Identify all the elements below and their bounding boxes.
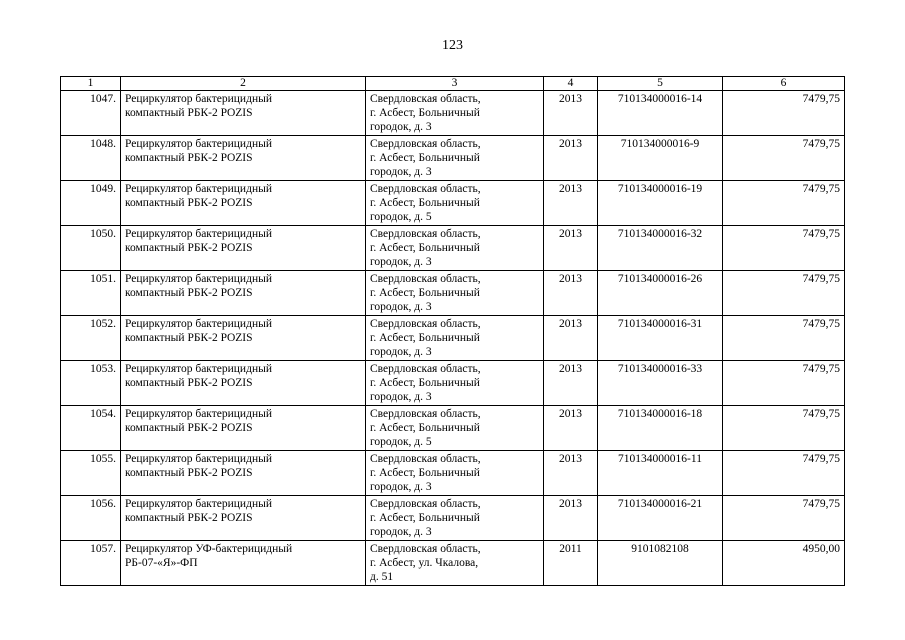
item-name-cell-line: РБ-07-«Я»-ФП — [125, 557, 198, 569]
item-name-cell — [121, 406, 366, 451]
item-name-cell-line: компактный РБК-2 POZIS — [125, 422, 253, 434]
item-name-cell-line: Рециркулятор УФ-бактерицидный — [125, 543, 293, 555]
value-cell: 7479,75 — [723, 226, 845, 271]
address-cell-line: г. Асбест, Больничный — [370, 197, 480, 209]
property-table — [60, 76, 845, 586]
inventory-number-cell: 710134000016-26 — [598, 271, 723, 316]
address-cell — [366, 451, 544, 496]
value-cell: 7479,75 — [723, 451, 845, 496]
table-row — [61, 316, 845, 361]
address-cell-line: г. Асбест, Больничный — [370, 152, 480, 164]
address-cell-line: Свердловская область, — [370, 408, 481, 420]
table-row — [61, 361, 845, 406]
item-name-cell — [121, 316, 366, 361]
item-name-cell-line: Рециркулятор бактерицидный — [125, 408, 272, 420]
address-cell-line: Свердловская область, — [370, 318, 481, 330]
year-cell: 2013 — [544, 361, 598, 406]
value-cell: 4950,00 — [723, 541, 845, 586]
address-cell-line: г. Асбест, Больничный — [370, 332, 480, 344]
inventory-number-cell: 710134000016-31 — [598, 316, 723, 361]
address-cell — [366, 226, 544, 271]
address-cell-line: г. Асбест, Больничный — [370, 377, 480, 389]
address-cell-line: городок, д. 3 — [370, 256, 432, 268]
item-name-cell-line: компактный РБК-2 POZIS — [125, 197, 253, 209]
address-cell-line: городок, д. 3 — [370, 526, 432, 538]
item-name-cell-line: Рециркулятор бактерицидный — [125, 183, 272, 195]
value-cell: 7479,75 — [723, 406, 845, 451]
address-cell — [366, 181, 544, 226]
address-cell-line: Свердловская область, — [370, 498, 481, 510]
item-name-cell-line: компактный РБК-2 POZIS — [125, 512, 253, 524]
item-name-cell-line: компактный РБК-2 POZIS — [125, 377, 253, 389]
item-name-cell-line: компактный РБК-2 POZIS — [125, 107, 253, 119]
inventory-number-cell: 710134000016-19 — [598, 181, 723, 226]
address-cell-line: городок, д. 3 — [370, 346, 432, 358]
year-cell: 2013 — [544, 496, 598, 541]
column-header: 5 — [598, 77, 723, 91]
table-row — [61, 451, 845, 496]
address-cell-line: Свердловская область, — [370, 453, 481, 465]
inventory-number-cell: 710134000016-21 — [598, 496, 723, 541]
value-cell: 7479,75 — [723, 136, 845, 181]
value-cell: 7479,75 — [723, 496, 845, 541]
address-cell-line: г. Асбест, Больничный — [370, 467, 480, 479]
value-cell: 7479,75 — [723, 271, 845, 316]
address-cell — [366, 406, 544, 451]
page-number: 123 — [442, 38, 463, 53]
table-row — [61, 271, 845, 316]
item-name-cell-line: Рециркулятор бактерицидный — [125, 498, 272, 510]
table-row — [61, 226, 845, 271]
item-name-cell — [121, 181, 366, 226]
inventory-number-cell: 710134000016-14 — [598, 91, 723, 136]
value-cell: 7479,75 — [723, 91, 845, 136]
year-cell: 2013 — [544, 271, 598, 316]
table-row — [61, 541, 845, 586]
address-cell-line: Свердловская область, — [370, 228, 481, 240]
inventory-number-cell: 710134000016-32 — [598, 226, 723, 271]
address-cell-line: Свердловская область, — [370, 273, 481, 285]
row-number-cell: 1054. — [61, 406, 121, 451]
row-number-cell: 1047. — [61, 91, 121, 136]
address-cell-line: Свердловская область, — [370, 93, 481, 105]
row-number-cell: 1049. — [61, 181, 121, 226]
item-name-cell — [121, 496, 366, 541]
item-name-cell-line: Рециркулятор бактерицидный — [125, 138, 272, 150]
address-cell-line: городок, д. 5 — [370, 436, 432, 448]
item-name-cell-line: компактный РБК-2 POZIS — [125, 467, 253, 479]
value-cell: 7479,75 — [723, 181, 845, 226]
year-cell: 2013 — [544, 316, 598, 361]
item-name-cell-line: компактный РБК-2 POZIS — [125, 242, 253, 254]
year-cell: 2013 — [544, 136, 598, 181]
item-name-cell-line: компактный РБК-2 POZIS — [125, 332, 253, 344]
table-row — [61, 136, 845, 181]
row-number-cell: 1051. — [61, 271, 121, 316]
row-number-cell: 1053. — [61, 361, 121, 406]
year-cell: 2013 — [544, 181, 598, 226]
address-cell-line: городок, д. 5 — [370, 211, 432, 223]
column-header: 3 — [366, 77, 544, 91]
inventory-number-cell: 710134000016-33 — [598, 361, 723, 406]
row-number-cell: 1055. — [61, 451, 121, 496]
table-row — [61, 406, 845, 451]
item-name-cell — [121, 451, 366, 496]
item-name-cell-line: Рециркулятор бактерицидный — [125, 318, 272, 330]
column-header: 2 — [121, 77, 366, 91]
row-number-cell: 1050. — [61, 226, 121, 271]
table-row — [61, 181, 845, 226]
year-cell: 2013 — [544, 406, 598, 451]
year-cell: 2013 — [544, 91, 598, 136]
address-cell — [366, 316, 544, 361]
address-cell-line: г. Асбест, Больничный — [370, 107, 480, 119]
inventory-number-cell: 710134000016-9 — [598, 136, 723, 181]
inventory-number-cell: 710134000016-18 — [598, 406, 723, 451]
inventory-number-cell: 710134000016-11 — [598, 451, 723, 496]
inventory-number-cell: 9101082108 — [598, 541, 723, 586]
column-header: 6 — [723, 77, 845, 91]
table-row — [61, 91, 845, 136]
address-cell-line: Свердловская область, — [370, 543, 481, 555]
address-cell — [366, 136, 544, 181]
item-name-cell — [121, 136, 366, 181]
address-cell-line: г. Асбест, Больничный — [370, 242, 480, 254]
address-cell-line: Свердловская область, — [370, 363, 481, 375]
address-cell-line: г. Асбест, ул. Чкалова, — [370, 557, 479, 569]
address-cell-line: городок, д. 3 — [370, 121, 432, 133]
address-cell — [366, 361, 544, 406]
item-name-cell — [121, 271, 366, 316]
item-name-cell-line: Рециркулятор бактерицидный — [125, 93, 272, 105]
address-cell — [366, 496, 544, 541]
row-number-cell: 1052. — [61, 316, 121, 361]
address-cell-line: Свердловская область, — [370, 183, 481, 195]
address-cell — [366, 541, 544, 586]
address-cell-line: г. Асбест, Больничный — [370, 512, 480, 524]
item-name-cell-line: Рециркулятор бактерицидный — [125, 228, 272, 240]
table-header-row — [61, 77, 845, 91]
address-cell-line: городок, д. 3 — [370, 166, 432, 178]
value-cell: 7479,75 — [723, 316, 845, 361]
address-cell — [366, 91, 544, 136]
address-cell-line: городок, д. 3 — [370, 481, 432, 493]
item-name-cell-line: компактный РБК-2 POZIS — [125, 287, 253, 299]
address-cell-line: г. Асбест, Больничный — [370, 422, 480, 434]
address-cell-line: д. 51 — [370, 571, 394, 583]
item-name-cell-line: Рециркулятор бактерицидный — [125, 363, 272, 375]
item-name-cell — [121, 361, 366, 406]
value-cell: 7479,75 — [723, 361, 845, 406]
row-number-cell: 1056. — [61, 496, 121, 541]
item-name-cell — [121, 541, 366, 586]
row-number-cell: 1048. — [61, 136, 121, 181]
table-row — [61, 496, 845, 541]
item-name-cell — [121, 91, 366, 136]
address-cell-line: городок, д. 3 — [370, 301, 432, 313]
column-header: 4 — [544, 77, 598, 91]
column-header: 1 — [61, 77, 121, 91]
address-cell-line: г. Асбест, Больничный — [370, 287, 480, 299]
item-name-cell — [121, 226, 366, 271]
year-cell: 2013 — [544, 226, 598, 271]
year-cell: 2011 — [544, 541, 598, 586]
address-cell — [366, 271, 544, 316]
item-name-cell-line: компактный РБК-2 POZIS — [125, 152, 253, 164]
item-name-cell-line: Рециркулятор бактерицидный — [125, 273, 272, 285]
year-cell: 2013 — [544, 451, 598, 496]
item-name-cell-line: Рециркулятор бактерицидный — [125, 453, 272, 465]
row-number-cell: 1057. — [61, 541, 121, 586]
address-cell-line: Свердловская область, — [370, 138, 481, 150]
address-cell-line: городок, д. 3 — [370, 391, 432, 403]
